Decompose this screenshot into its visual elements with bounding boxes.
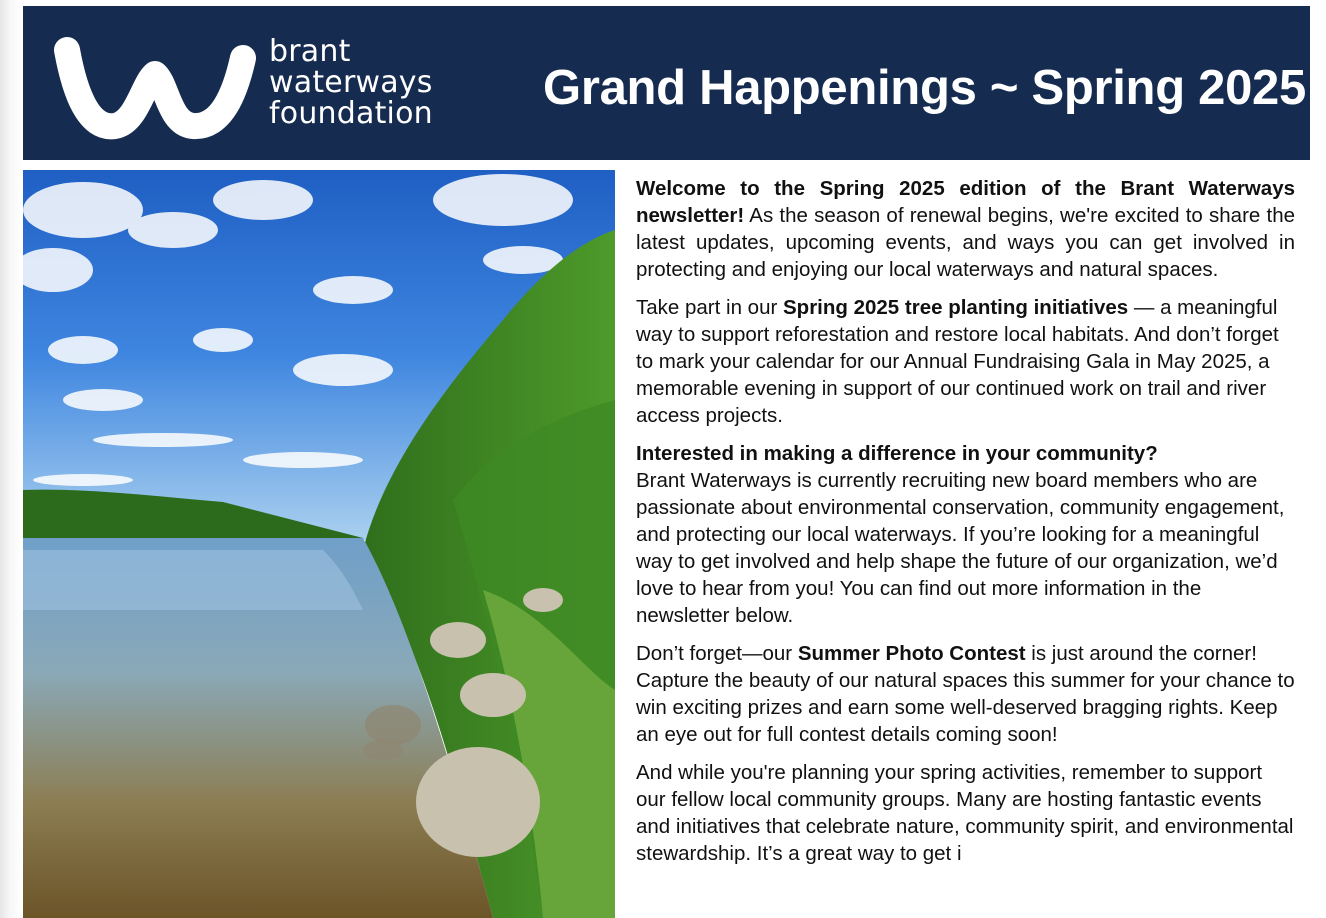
photo-contest-intro: Don’t forget—our [636,642,798,665]
logo-line-foundation: foundation [269,96,433,131]
community-groups-paragraph [636,759,1295,867]
welcome-text: As the season of renewal begins, we're excited to share the latest updates, upcoming events, and ways you can get involved in protecting and enjoying our local waterways and natural spaces. [636,204,1295,281]
board-recruitment-text: Brant Waterways is currently recruiting new board members who are passionate about environmental conservation, community engagement, and protecting our local waterways. If you’re looking for a meaningful way to get involved and help shape the future of our organization, we’d love to hear from you! You can find out more information in the newsletter below. [636,469,1285,627]
welcome-bold-text: Welcome to the Spring 2025 edition of the Brant Waterways newsletter! [636,177,1295,227]
wave-w-logo-icon [53,34,258,142]
page-title: Grand Happenings ~ Spring 2025 [543,61,1306,115]
welcome-paragraph [636,175,1295,283]
tree-planting-bold: Spring 2025 tree planting initiatives [783,296,1129,319]
logo-wordmark [269,36,433,129]
photo-contest-bold: Summer Photo Contest [797,642,1026,665]
tree-planting-intro: Take part in our [636,296,783,319]
board-recruitment-paragraph [636,440,1295,629]
logo-line-brant: brant [269,34,351,69]
photo-contest-paragraph [636,640,1295,748]
board-recruitment-heading: Interested in making a difference in your community? [636,442,1158,465]
article-body [636,175,1295,878]
tree-planting-text: — a meaningful way to support reforestation and restore local habitats. And don’t forget to mark your calendar for our Annual Fundraising Gala in May 2025, a memorable evening in support of our continued work on trail and river access projects. [636,296,1279,427]
header-banner [23,6,1310,160]
photo-contest-text: is just around the corner! Capture the beauty of our natural spaces this summer for your chance to win exciting prizes and earn some well-deserved bragging rights. Keep an eye out for full contest details coming soon! [636,642,1295,746]
tree-planting-paragraph [636,294,1295,429]
logo-line-waterways: waterways [269,65,433,100]
river-landscape-photo [23,170,615,918]
community-groups-text: And while you're planning your spring activities, remember to support our fellow local community groups. Many are hosting fantastic events and initiatives that celebrate nature, community spirit, and environmental stewardship. It’s a great way to get i [636,761,1294,865]
